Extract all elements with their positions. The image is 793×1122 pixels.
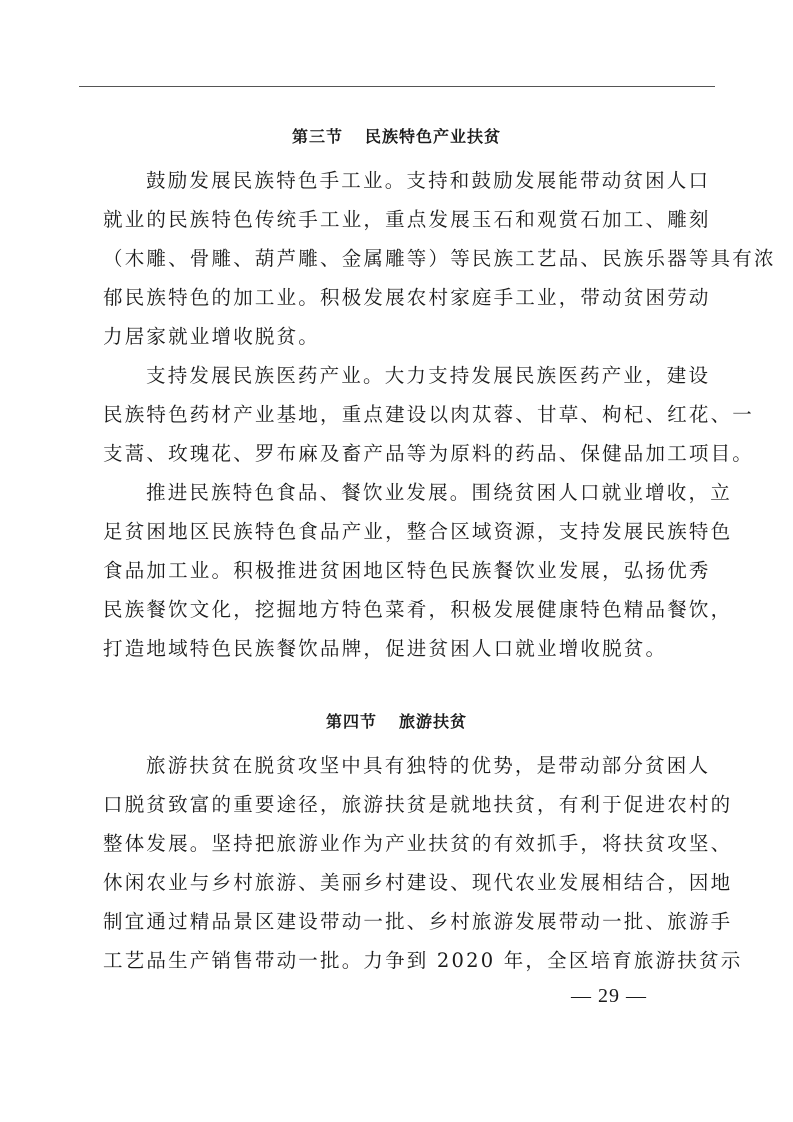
paragraph-line: 口脱贫致富的重要途径，旅游扶贫是就地扶贫，有利于促进农村的 [103, 793, 733, 816]
paragraph-line: 食品加工业。积极推进贫困地区特色民族餐饮业发展，弘扬优秀 [103, 559, 711, 582]
paragraph-line: 打造地域特色民族餐饮品牌，促进贫困人口就业增收脱贫。 [103, 637, 668, 660]
paragraph-line: 民族特色药材产业基地，重点建设以肉苁蓉、甘草、枸杞、红花、一 [103, 403, 755, 426]
header-rule [79, 86, 715, 87]
paragraph [103, 473, 733, 668]
paragraph-line: 民族餐饮文化，挖掘地方特色菜肴，积极发展健康特色精品餐饮， [103, 598, 733, 621]
paragraph-line: 鼓励发展民族特色手工业。支持和鼓励发展能带动贫困人口 [146, 169, 711, 192]
section-heading [0, 712, 793, 732]
paragraph-line: （木雕、骨雕、葫芦雕、金属雕等）等民族工艺品、民族乐器等具有浓 [103, 247, 776, 270]
paragraph-line: 力居家就业增收脱贫。 [103, 325, 321, 348]
section-number: 第四节 [325, 712, 377, 731]
paragraph-line: 推进民族特色食品、餐饮业发展。围绕贫困人口就业增收，立 [146, 481, 732, 504]
section-title: 民族特色产业扶贫 [365, 127, 502, 146]
paragraph [103, 356, 755, 473]
paragraph-line: 足贫困地区民族特色食品产业，整合区域资源，支持发展民族特色 [103, 520, 733, 543]
paragraph-line: 支持发展民族医药产业。大力支持发展民族医药产业，建设 [146, 364, 711, 387]
paragraph [103, 161, 776, 356]
paragraph-line: 郁民族特色的加工业。积极发展农村家庭手工业，带动贫困劳动 [103, 286, 711, 309]
paragraph-line: 旅游扶贫在脱贫攻坚中具有独特的优势，是带动部分贫困人 [146, 754, 711, 777]
section-number: 第三节 [291, 127, 343, 146]
section-heading [0, 127, 793, 147]
paragraph-line: 制宜通过精品景区建设带动一批、乡村旅游发展带动一批、旅游手 [103, 910, 733, 933]
section-title: 旅游扶贫 [399, 712, 468, 731]
paragraph-line: 休闲农业与乡村旅游、美丽乡村建设、现代农业发展相结合，因地 [103, 871, 733, 894]
paragraph-line: 整体发展。坚持把旅游业作为产业扶贫的有效抓手，将扶贫攻坚、 [103, 832, 733, 855]
paragraph-line: 工艺品生产销售带动一批。力争到 2020 年，全区培育旅游扶贫示 [103, 949, 743, 972]
paragraph [103, 746, 743, 980]
paragraph-line: 就业的民族特色传统手工业，重点发展玉石和观赏石加工、雕刻 [103, 208, 711, 231]
page-number: — 29 — [571, 985, 647, 1007]
paragraph-line: 支蒿、玫瑰花、罗布麻及畜产品等为原料的药品、保健品加工项目。 [103, 442, 755, 465]
